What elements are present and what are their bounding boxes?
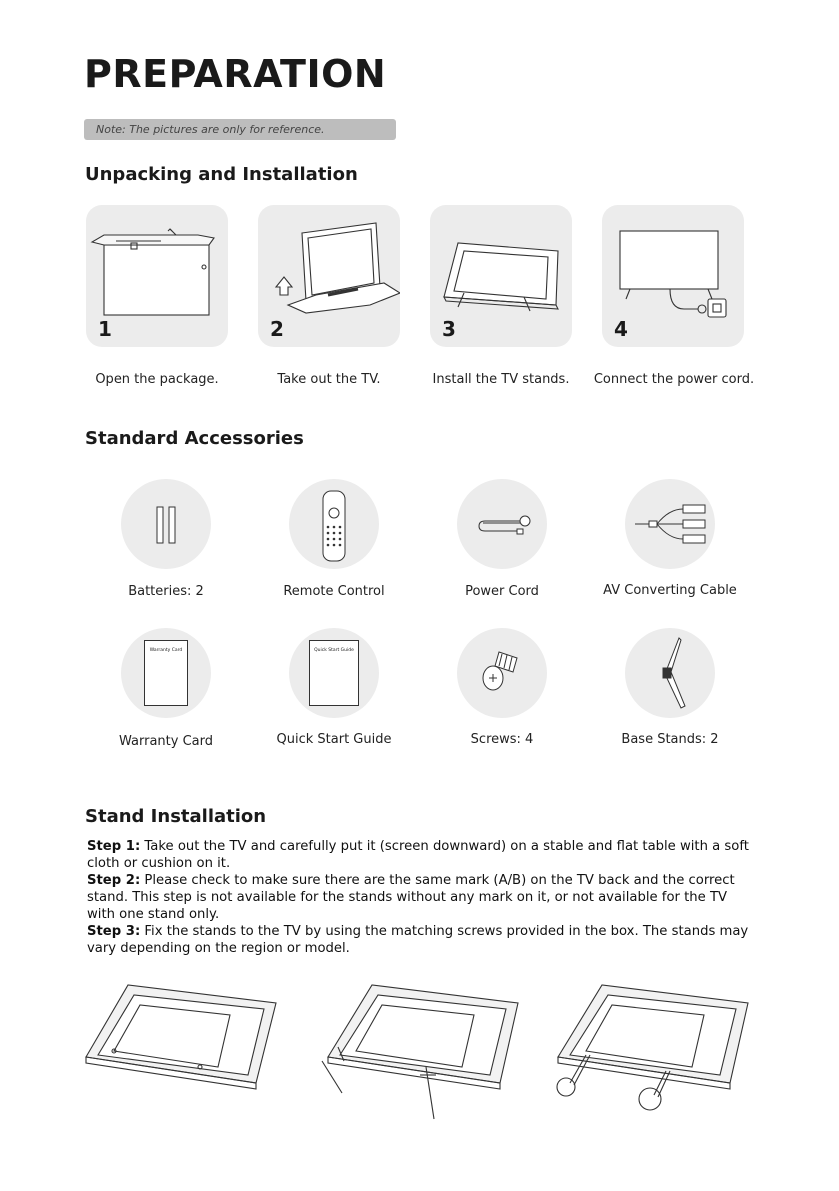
- unpack-step-2-number: 2: [270, 317, 284, 341]
- stand-step-3-text: Fix the stands to the TV by using the matching screws provided in the box. The stands may vary depending on the region or model.: [87, 924, 749, 956]
- page-title: PREPARATION: [84, 52, 387, 96]
- stand-step-1-label: Step 1:: [87, 839, 141, 854]
- tv-face-down-figure: [80, 975, 280, 1105]
- accessory-label-power-cord: Power Cord: [465, 584, 539, 599]
- stand-step-3-label: Step 3:: [87, 924, 141, 939]
- stand-step-1: [87, 838, 757, 872]
- quick-start-guide-sheet-text: Quick Start Guide: [314, 648, 354, 653]
- accessory-label-base-stands: Base Stands: 2: [621, 732, 719, 747]
- unpack-step-3-caption: Install the TV stands.: [432, 372, 570, 387]
- screw-fixing-figure: [548, 975, 758, 1125]
- stand-step-2-label: Step 2:: [87, 873, 141, 888]
- stand-step-1-text: Take out the TV and carefully put it (screen downward) on a stable and flat table with a soft cloth or cushion on it.: [87, 839, 749, 871]
- warranty-card-icon: [121, 628, 211, 718]
- unpack-step-2-caption: Take out the TV.: [277, 372, 381, 387]
- stand-step-2: [87, 872, 757, 923]
- unpack-step-4-caption: Connect the power cord.: [593, 372, 755, 387]
- unpack-step-3-tile: [430, 205, 572, 347]
- accessory-label-batteries: Batteries: 2: [128, 584, 204, 599]
- unpack-step-1-tile: [86, 205, 228, 347]
- warranty-card-sheet-text: Warranty Card: [149, 648, 183, 653]
- screw-icon: [457, 628, 547, 718]
- stand-installation-steps: [87, 838, 757, 957]
- unpack-step-3-number: 3: [442, 317, 456, 341]
- warranty-card-sheet: [144, 640, 188, 706]
- remote-control-icon: [289, 479, 379, 569]
- stand-installation-heading: Stand Installation: [85, 806, 267, 827]
- unpacking-heading: Unpacking and Installation: [85, 164, 358, 185]
- av-cable-icon: [625, 479, 715, 569]
- power-cord-icon: [457, 479, 547, 569]
- stand-step-3: [87, 923, 757, 957]
- accessory-label-remote-control: Remote Control: [283, 584, 385, 599]
- accessories-heading: Standard Accessories: [85, 428, 304, 449]
- accessory-label-screws: Screws: 4: [470, 732, 534, 747]
- stand-step-2-text: Please check to make sure there are the same mark (A/B) on the TV back and the correct stand. This step is not available for the stands without any mark on it, or not available for the TV with one stand only.: [87, 873, 735, 922]
- unpack-step-1-caption: Open the package.: [95, 372, 219, 387]
- quick-start-guide-sheet: [309, 640, 359, 706]
- stand-alignment-figure: [318, 975, 528, 1125]
- unpack-step-1-number: 1: [98, 317, 112, 341]
- unpack-step-4-number: 4: [614, 317, 628, 341]
- reference-note: Note: The pictures are only for reference.: [84, 119, 396, 140]
- accessory-label-av-cable: AV Converting Cable: [603, 583, 737, 598]
- unpack-step-4-tile: [602, 205, 744, 347]
- quick-start-guide-icon: [289, 628, 379, 718]
- accessory-label-quick-start-guide: Quick Start Guide: [276, 732, 392, 747]
- unpack-step-2-tile: [258, 205, 400, 347]
- base-stand-icon: [625, 628, 715, 718]
- batteries-icon: [121, 479, 211, 569]
- accessory-label-warranty-card: Warranty Card: [119, 734, 213, 749]
